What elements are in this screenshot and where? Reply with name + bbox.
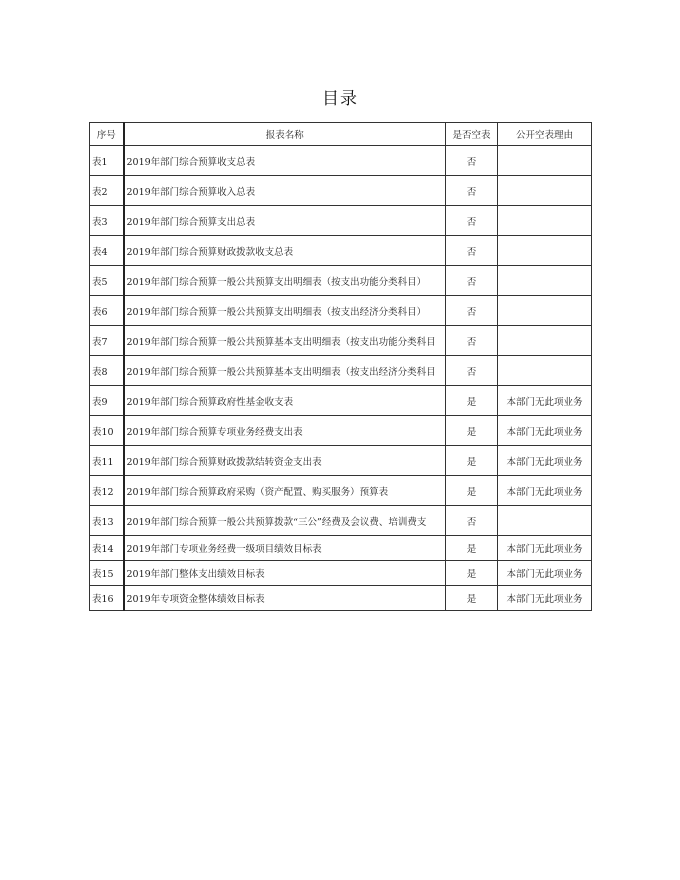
row-empty-reason: 本部门无此项业务 [498, 561, 592, 586]
row-is-empty: 是 [446, 586, 498, 611]
table-row [90, 356, 592, 386]
row-empty-reason [498, 176, 592, 206]
row-is-empty: 否 [446, 506, 498, 536]
row-empty-reason: 本部门无此项业务 [498, 446, 592, 476]
row-table-name: 2019年部门综合预算财政拨款结转资金支出表 [124, 446, 446, 476]
row-table-name: 2019年部门综合预算一般公共预算支出明细表（按支出功能分类科目） [124, 266, 446, 296]
table-row [90, 326, 592, 356]
row-table-name: 2019年部门综合预算财政拨款收支总表 [124, 236, 446, 266]
row-is-empty: 是 [446, 536, 498, 561]
row-table-name: 2019年部门综合预算政府性基金收支表 [124, 386, 446, 416]
row-is-empty: 否 [446, 236, 498, 266]
row-number: 表11 [90, 446, 124, 476]
table-row [90, 386, 592, 416]
row-is-empty: 否 [446, 296, 498, 326]
row-table-name: 2019年部门综合预算专项业务经费支出表 [124, 416, 446, 446]
table-row [90, 206, 592, 236]
row-is-empty: 否 [446, 266, 498, 296]
header-reason: 公开空表理由 [498, 123, 592, 146]
row-is-empty: 是 [446, 446, 498, 476]
row-table-name: 2019年部门专项业务经费一级项目绩效目标表 [124, 536, 446, 561]
row-table-name: 2019年部门综合预算收支总表 [124, 146, 446, 176]
table-of-contents [89, 122, 592, 611]
row-empty-reason: 本部门无此项业务 [498, 586, 592, 611]
row-table-name: 2019年部门综合预算支出总表 [124, 206, 446, 236]
row-table-name: 2019年专项资金整体绩效目标表 [124, 586, 446, 611]
row-empty-reason: 本部门无此项业务 [498, 386, 592, 416]
row-number: 表8 [90, 356, 124, 386]
row-empty-reason [498, 236, 592, 266]
row-is-empty: 是 [446, 476, 498, 506]
row-number: 表14 [90, 536, 124, 561]
row-number: 表6 [90, 296, 124, 326]
row-empty-reason [498, 506, 592, 536]
row-is-empty: 是 [446, 386, 498, 416]
row-number: 表13 [90, 506, 124, 536]
row-empty-reason: 本部门无此项业务 [498, 536, 592, 561]
row-number: 表4 [90, 236, 124, 266]
header-name: 报表名称 [124, 123, 446, 146]
table-row [90, 536, 592, 561]
row-table-name: 2019年部门整体支出绩效目标表 [124, 561, 446, 586]
table-row [90, 416, 592, 446]
row-number: 表10 [90, 416, 124, 446]
table-row [90, 266, 592, 296]
row-table-name: 2019年部门综合预算一般公共预算基本支出明细表（按支出经济分类科目 [124, 356, 446, 386]
table-row [90, 506, 592, 536]
row-is-empty: 是 [446, 561, 498, 586]
row-empty-reason [498, 146, 592, 176]
page-title: 目录 [322, 89, 358, 109]
row-number: 表9 [90, 386, 124, 416]
row-is-empty: 否 [446, 176, 498, 206]
row-is-empty: 否 [446, 146, 498, 176]
table-row [90, 296, 592, 326]
row-is-empty: 是 [446, 416, 498, 446]
row-table-name: 2019年部门综合预算政府采购（资产配置、购买服务）预算表 [124, 476, 446, 506]
row-number: 表3 [90, 206, 124, 236]
row-number: 表12 [90, 476, 124, 506]
table-row [90, 176, 592, 206]
row-empty-reason: 本部门无此项业务 [498, 476, 592, 506]
row-table-name: 2019年部门综合预算一般公共预算基本支出明细表（按支出功能分类科目 [124, 326, 446, 356]
row-empty-reason: 本部门无此项业务 [498, 416, 592, 446]
header-row [90, 123, 592, 146]
row-number: 表16 [90, 586, 124, 611]
row-table-name: 2019年部门综合预算一般公共预算拨款“三公”经费及会议费、培训费支 [124, 506, 446, 536]
row-empty-reason [498, 326, 592, 356]
table-row [90, 146, 592, 176]
row-is-empty: 否 [446, 206, 498, 236]
row-is-empty: 否 [446, 356, 498, 386]
row-table-name: 2019年部门综合预算一般公共预算支出明细表（按支出经济分类科目） [124, 296, 446, 326]
table-row [90, 561, 592, 586]
row-empty-reason [498, 356, 592, 386]
header-no: 序号 [90, 123, 124, 146]
row-number: 表1 [90, 146, 124, 176]
row-empty-reason [498, 266, 592, 296]
row-number: 表5 [90, 266, 124, 296]
row-number: 表2 [90, 176, 124, 206]
row-table-name: 2019年部门综合预算收入总表 [124, 176, 446, 206]
header-empty: 是否空表 [446, 123, 498, 146]
row-number: 表15 [90, 561, 124, 586]
row-is-empty: 否 [446, 326, 498, 356]
row-number: 表7 [90, 326, 124, 356]
row-empty-reason [498, 206, 592, 236]
table-row [90, 586, 592, 611]
table-row [90, 236, 592, 266]
row-empty-reason [498, 296, 592, 326]
table-row [90, 446, 592, 476]
table-row [90, 476, 592, 506]
